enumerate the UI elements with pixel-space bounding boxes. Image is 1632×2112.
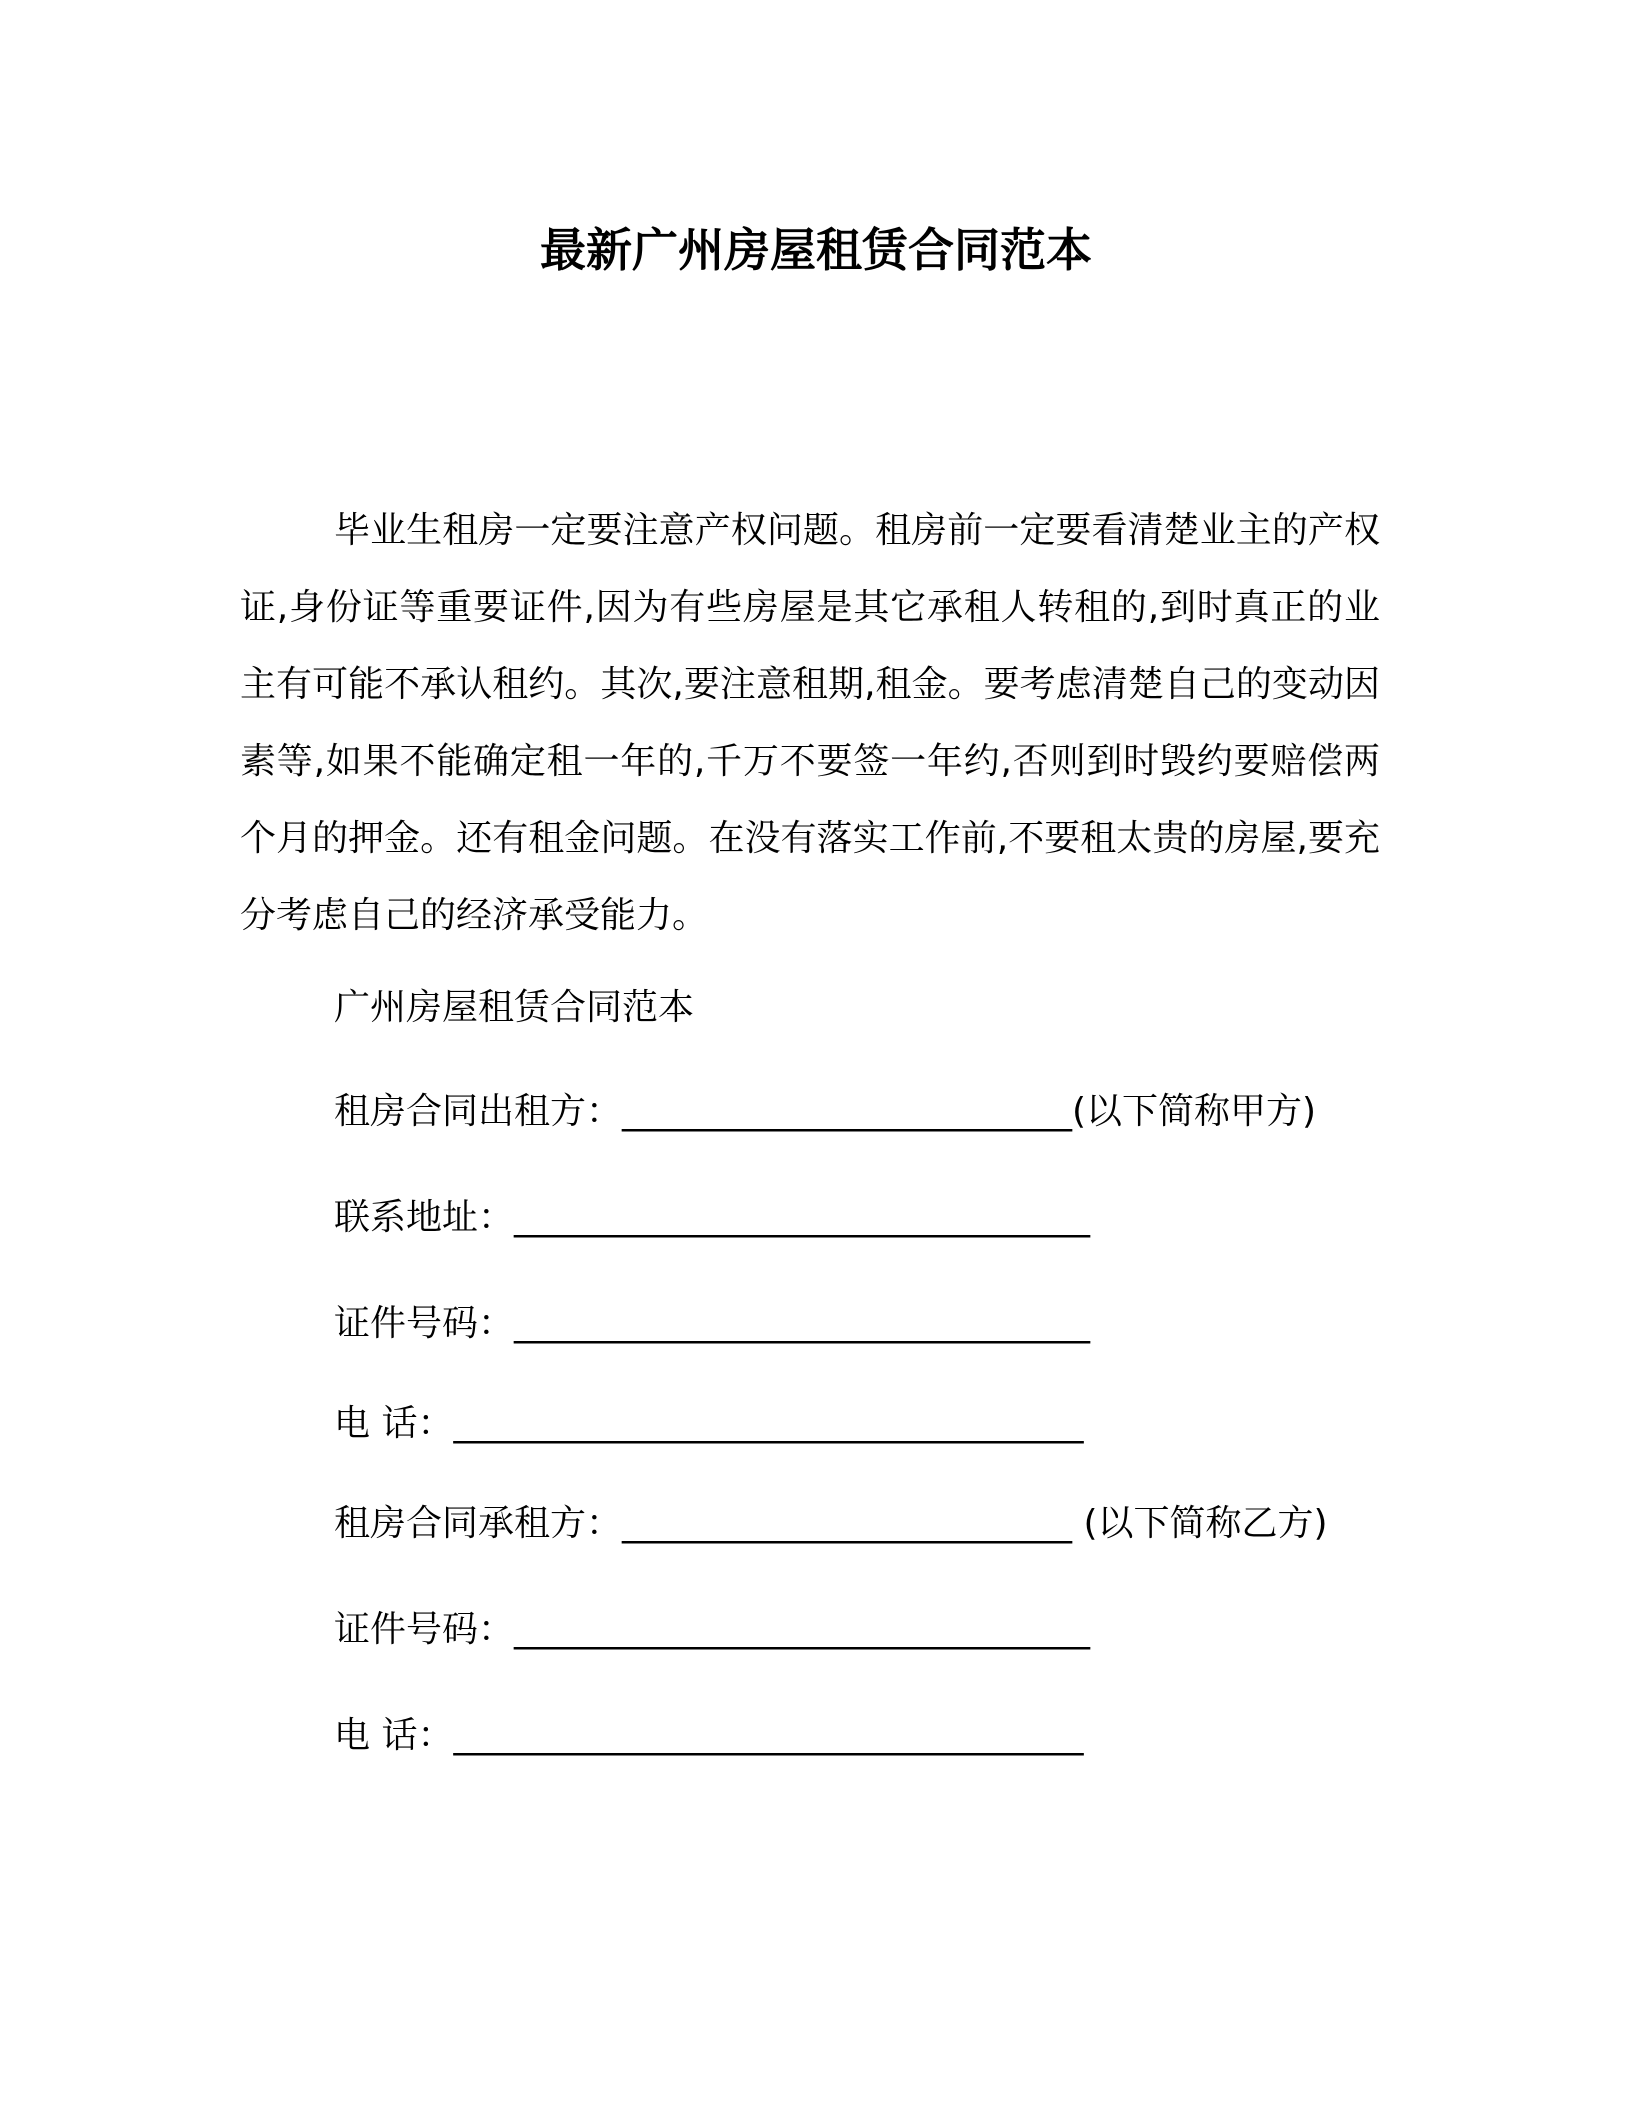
lessee-field: 租房合同承租方：_________________________ (以下简称乙方) [334, 1503, 1328, 1544]
intro-paragraph: 毕业生租房一定要注意产权问题。租房前一定要看清楚业主的产权证,身份证等重要证件,因为有些房屋是其它承租人转租的,到时真正的业主有可能不承认租约。其次,要注意租期,租金。要考虑清楚自己的变动因素等,如果不能确定租一年的,千万不要签一年约,否则到时毁约要赔偿两个月的押金。还有租金问题。在没有落实工作前,不要租太贵的房屋,要充分考虑自己的经济承受能力。 [240, 510, 1380, 936]
lessor-phone-field: 电 话：___________________________________ [334, 1403, 1084, 1444]
document-title: 最新广州房屋租赁合同范本 [540, 223, 1092, 277]
address-field: 联系地址：________________________________ [334, 1197, 1091, 1238]
lessor-field: 租房合同出租方：_________________________(以下简称甲方) [334, 1091, 1317, 1132]
lessee-id-field: 证件号码：________________________________ [334, 1609, 1091, 1650]
contract-heading: 广州房屋租赁合同范本 [334, 987, 695, 1028]
lessor-id-field: 证件号码：________________________________ [334, 1303, 1091, 1344]
lessee-phone-field: 电 话：___________________________________ [334, 1715, 1084, 1756]
